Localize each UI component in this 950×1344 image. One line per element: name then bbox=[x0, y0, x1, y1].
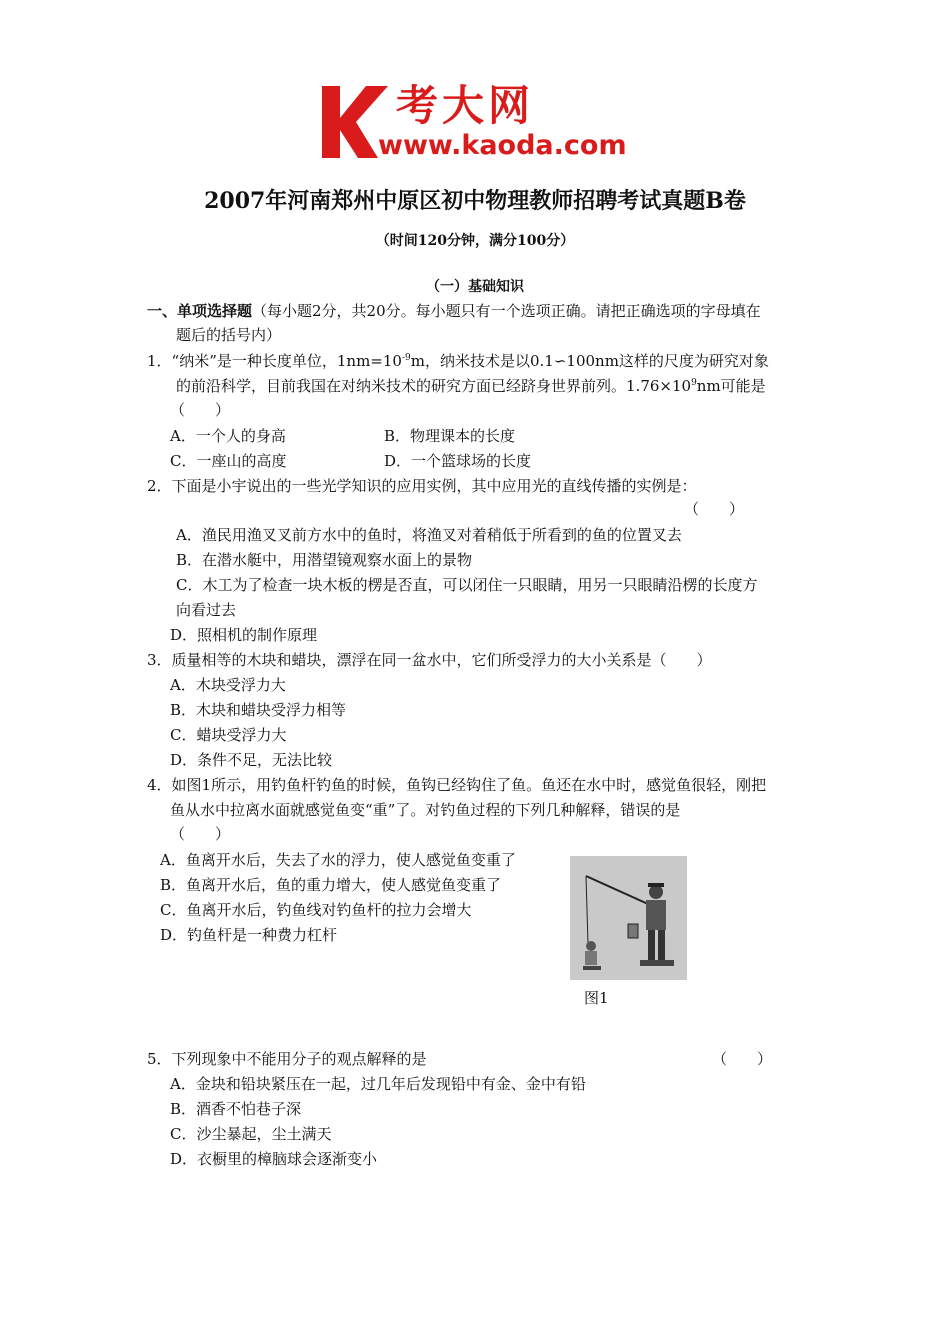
kaoda-logo bbox=[318, 82, 638, 164]
part1-instructions: （每小题2分，共20分。每小题只有一个选项正确。请把正确选项的字母填在 bbox=[252, 302, 761, 320]
q1-stem-line1: 1．“纳米”是一种长度单位，$1nm=10^{-9}m$，纳米技术是以0.1∽100nm这样的尺度为研究对象 bbox=[147, 352, 769, 370]
q4-option-d: D．钓鱼杆是一种费力杠杆 bbox=[160, 926, 338, 944]
q4-stem-line1: 4．如图1所示，用钓鱼杆钓鱼的时候，鱼钩已经钩住了鱼。鱼还在水中时，感觉鱼很轻，刚把 bbox=[147, 776, 767, 794]
q5-option-a: A．金块和铅块紧压在一起，过几年后发现铅中有金、金中有铅 bbox=[170, 1075, 586, 1093]
q2-option-b: B．在潜水艇中，用潜望镜观察水面上的景物 bbox=[176, 551, 473, 569]
q4-option-a: A．鱼离开水后，失去了水的浮力，使人感觉鱼变重了 bbox=[160, 851, 516, 869]
q1-option-a: A．一个人的身高 bbox=[170, 427, 286, 445]
q2-answer-bracket: （ ） bbox=[684, 500, 745, 518]
q2-stem: 2．下面是小宇说出的一些光学知识的应用实例，其中应用光的直线传播的实例是： bbox=[147, 477, 697, 495]
logo-url: www.kaoda.com bbox=[378, 130, 627, 161]
q4-stem-line2: 鱼从水中拉离水面就感觉鱼变“重”了。对钓鱼过程的下列几种解释，错误的是 bbox=[170, 801, 681, 819]
q1-option-d: D．一个篮球场的长度 bbox=[384, 452, 532, 470]
q5-answer-bracket: （ ） bbox=[712, 1050, 773, 1068]
q4-option-c: C．鱼离开水后，钓鱼线对钓鱼杆的拉力会增大 bbox=[160, 901, 472, 919]
q3-option-d: D．条件不足，无法比较 bbox=[170, 751, 333, 769]
q3-option-a: A．木块受浮力大 bbox=[170, 676, 286, 694]
q3-option-c: C．蜡块受浮力大 bbox=[170, 726, 287, 744]
q2-option-c-cont: 向看过去 bbox=[176, 601, 237, 619]
part1-heading-line bbox=[147, 299, 761, 323]
q5-option-c: C．沙尘暴起，尘土满天 bbox=[170, 1125, 332, 1143]
q2-option-c: C．木工为了检查一块木板的楞是否直，可以闭住一只眼睛，用另一只眼睛沿楞的长度方 bbox=[176, 576, 758, 594]
q2-option-a: A．渔民用渔叉叉前方水中的鱼时，将渔叉对着稍低于所看到的鱼的位置叉去 bbox=[176, 526, 682, 544]
page-title: 2007年河南郑州中原区初中物理教师招聘考试真题B卷 bbox=[204, 188, 746, 214]
q5-option-d: D．衣橱里的樟脑球会逐渐变小 bbox=[170, 1150, 378, 1168]
q2-option-d: D．照相机的制作原理 bbox=[170, 626, 318, 644]
q1-answer-bracket: （ ） bbox=[170, 401, 231, 419]
section-heading: （一）基础知识 bbox=[426, 279, 524, 295]
q1-stem-line2: 的前沿科学，目前我国在对纳米技术的研究方面已经跻身世界前列。$1.76\times 10^9nm$可能是 bbox=[176, 377, 766, 395]
q5-option-b: B．酒香不怕巷子深 bbox=[170, 1100, 302, 1118]
exam-subtitle: （时间120分钟，满分100分） bbox=[375, 233, 575, 249]
part1-heading: 一、单项选择题 bbox=[147, 302, 253, 320]
q3-option-b: B．木块和蜡块受浮力相等 bbox=[170, 701, 347, 719]
q3-stem: 3．质量相等的木块和蜡块，漂浮在同一盆水中，它们所受浮力的大小关系是（ ） bbox=[147, 651, 712, 669]
q5-stem: 5．下列现象中不能用分子的观点解释的是 bbox=[147, 1050, 427, 1068]
fisherman-illustration bbox=[570, 856, 687, 980]
q1-option-c: C．一座山的高度 bbox=[170, 452, 287, 470]
figure-1-caption: 图1 bbox=[584, 989, 609, 1007]
q1-option-b: B．物理课本的长度 bbox=[384, 427, 516, 445]
q4-option-b: B．鱼离开水后，鱼的重力增大，使人感觉鱼变重了 bbox=[160, 876, 502, 894]
q4-answer-bracket: （ ） bbox=[170, 825, 231, 843]
part1-instructions-cont: 题后的括号内） bbox=[176, 326, 282, 344]
figure-1-fishing-image bbox=[570, 856, 687, 980]
logo-brand-text: 考大网 bbox=[396, 81, 535, 130]
